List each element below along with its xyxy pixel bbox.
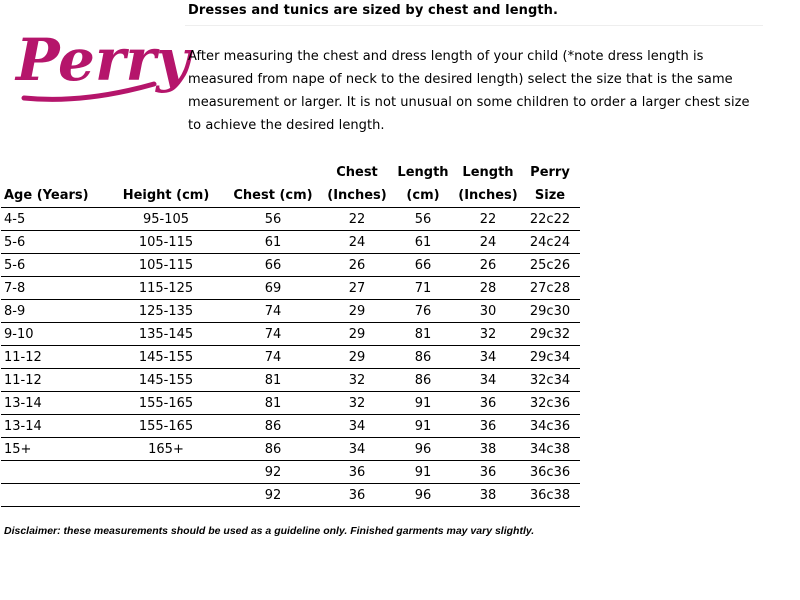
table-row xyxy=(1,300,580,323)
table-cell: 76 xyxy=(390,300,456,323)
table-cell: 92 xyxy=(222,461,324,484)
table-cell: 22c22 xyxy=(520,208,580,231)
table-cell: 91 xyxy=(390,461,456,484)
table-cell: 36 xyxy=(324,484,390,507)
table-cell xyxy=(1,484,110,507)
table-body xyxy=(1,208,580,507)
table-cell: 66 xyxy=(390,254,456,277)
table-cell: 36c38 xyxy=(520,484,580,507)
perry-logo xyxy=(14,14,190,104)
table-cell: 96 xyxy=(390,484,456,507)
table-cell: 8-9 xyxy=(1,300,110,323)
table-cell: 11-12 xyxy=(1,369,110,392)
table-cell: 29 xyxy=(324,300,390,323)
header-cell: (Inches) xyxy=(324,184,390,208)
table-row xyxy=(1,392,580,415)
table-cell: 86 xyxy=(222,438,324,461)
table-cell: 4-5 xyxy=(1,208,110,231)
table-cell: 61 xyxy=(390,231,456,254)
table-cell: 61 xyxy=(222,231,324,254)
table-cell: 13-14 xyxy=(1,415,110,438)
header-cell: Perry xyxy=(530,165,570,180)
table-row xyxy=(1,484,580,507)
table-header-row-1 xyxy=(1,161,580,184)
table-cell: 86 xyxy=(390,346,456,369)
table-cell: 165+ xyxy=(110,438,222,461)
table-cell: 56 xyxy=(390,208,456,231)
table-cell: 125-135 xyxy=(110,300,222,323)
table-cell: 74 xyxy=(222,323,324,346)
table-cell: 86 xyxy=(390,369,456,392)
table-cell: 91 xyxy=(390,415,456,438)
table-row xyxy=(1,231,580,254)
table-cell: 7-8 xyxy=(1,277,110,300)
table-cell: 81 xyxy=(222,369,324,392)
table-row xyxy=(1,277,580,300)
table-row xyxy=(1,369,580,392)
table-cell: 32 xyxy=(324,392,390,415)
heading-rule xyxy=(185,25,763,26)
header-cell: Length xyxy=(462,165,514,180)
header-cell: Length xyxy=(397,165,449,180)
table-cell: 36 xyxy=(324,461,390,484)
table-cell: 34 xyxy=(456,369,520,392)
table-row xyxy=(1,415,580,438)
table-cell: 24 xyxy=(456,231,520,254)
table-cell: 34c38 xyxy=(520,438,580,461)
table-cell: 81 xyxy=(390,323,456,346)
table-cell: 11-12 xyxy=(1,346,110,369)
header-cell xyxy=(222,161,324,184)
header-cell: (Inches) xyxy=(456,184,520,208)
table-cell: 38 xyxy=(456,484,520,507)
table-cell: 32 xyxy=(324,369,390,392)
table-row xyxy=(1,208,580,231)
table-cell: 27c28 xyxy=(520,277,580,300)
table-cell: 32c36 xyxy=(520,392,580,415)
table-cell: 96 xyxy=(390,438,456,461)
intro-paragraph: After measuring the chest and dress length of your child (*note dress length is measured from nape of neck to the desired length) select the size that is the same measurement or larger. It is not unusual on some children to order a larger chest size to achieve the desired length. xyxy=(188,49,750,133)
table-cell: 145-155 xyxy=(110,346,222,369)
table-cell: 30 xyxy=(456,300,520,323)
table-cell: 32c34 xyxy=(520,369,580,392)
table-cell: 34c36 xyxy=(520,415,580,438)
table-row xyxy=(1,323,580,346)
table-row xyxy=(1,346,580,369)
table-cell: 26 xyxy=(456,254,520,277)
table-cell xyxy=(110,484,222,507)
table-cell: 95-105 xyxy=(110,208,222,231)
table-cell: 29c30 xyxy=(520,300,580,323)
table-cell: 22 xyxy=(456,208,520,231)
table-cell: 27 xyxy=(324,277,390,300)
table-cell: 28 xyxy=(456,277,520,300)
table-cell: 91 xyxy=(390,392,456,415)
table-cell: 5-6 xyxy=(1,231,110,254)
disclaimer-text: Disclaimer: these measurements should be used as a guideline only. Finished garments may vary slightly. xyxy=(4,525,535,537)
table-cell: 22 xyxy=(324,208,390,231)
table-cell: 34 xyxy=(456,346,520,369)
table-cell: 71 xyxy=(390,277,456,300)
table-cell: 115-125 xyxy=(110,277,222,300)
table-cell: 86 xyxy=(222,415,324,438)
logo-wordmark: Perry xyxy=(16,26,190,94)
table-cell: 29c32 xyxy=(520,323,580,346)
table-cell: 29 xyxy=(324,346,390,369)
table-cell: 15+ xyxy=(1,438,110,461)
table-cell: 74 xyxy=(222,300,324,323)
table-cell xyxy=(110,461,222,484)
table-row xyxy=(1,438,580,461)
table-cell: 36c36 xyxy=(520,461,580,484)
table-cell: 32 xyxy=(456,323,520,346)
table-cell: 5-6 xyxy=(1,254,110,277)
table-row xyxy=(1,254,580,277)
table-cell: 29c34 xyxy=(520,346,580,369)
table-cell: 36 xyxy=(456,415,520,438)
table-cell: 34 xyxy=(324,438,390,461)
table-cell: 9-10 xyxy=(1,323,110,346)
header-cell: Chest (cm) xyxy=(222,184,324,208)
table-cell: 29 xyxy=(324,323,390,346)
table-cell: 24c24 xyxy=(520,231,580,254)
table-cell: 36 xyxy=(456,461,520,484)
table-cell: 25c26 xyxy=(520,254,580,277)
table-cell: 155-165 xyxy=(110,392,222,415)
header-cell xyxy=(110,161,222,184)
size-chart-table xyxy=(1,161,580,507)
table-cell: 105-115 xyxy=(110,254,222,277)
table-header-row-2 xyxy=(1,184,580,208)
table-cell: 105-115 xyxy=(110,231,222,254)
table-cell: 36 xyxy=(456,392,520,415)
table-cell: 69 xyxy=(222,277,324,300)
table-cell: 155-165 xyxy=(110,415,222,438)
table-cell: 56 xyxy=(222,208,324,231)
table-cell: 24 xyxy=(324,231,390,254)
table-cell: 34 xyxy=(324,415,390,438)
table-cell: 74 xyxy=(222,346,324,369)
table-cell: 92 xyxy=(222,484,324,507)
header-cell: Chest xyxy=(336,165,378,180)
header-cell: Age (Years) xyxy=(1,184,110,208)
header-cell: Height (cm) xyxy=(110,184,222,208)
table-cell: 38 xyxy=(456,438,520,461)
table-cell: 26 xyxy=(324,254,390,277)
header-cell xyxy=(1,161,110,184)
table-row xyxy=(1,461,580,484)
page-heading: Dresses and tunics are sized by chest and length. xyxy=(188,3,559,18)
table-cell xyxy=(1,461,110,484)
table-cell: 81 xyxy=(222,392,324,415)
table-cell: 135-145 xyxy=(110,323,222,346)
header-cell: Size xyxy=(520,184,580,208)
table-cell: 13-14 xyxy=(1,392,110,415)
table-cell: 145-155 xyxy=(110,369,222,392)
table-cell: 66 xyxy=(222,254,324,277)
header-cell: (cm) xyxy=(390,184,456,208)
